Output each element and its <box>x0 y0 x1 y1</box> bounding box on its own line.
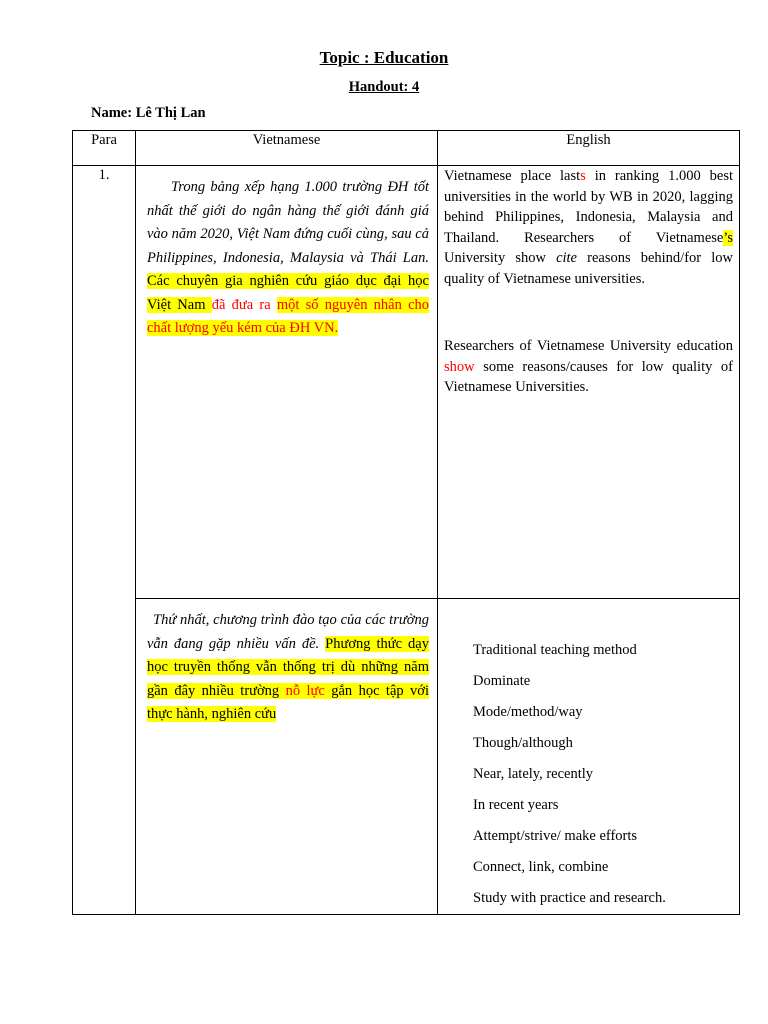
english-cell <box>438 166 740 599</box>
column-header-vietnamese: Vietnamese <box>136 131 438 166</box>
highlighted-text: Các chuyên gia nghiên cứu giáo dục đại học Việt Nam <box>147 273 429 313</box>
vietnamese-paragraph: Thứ nhất, chương trình đào tạo của các trường vẫn đang gặp nhiều vấn đề. Phương thức dạy học truyền thống vẫn thống trị dù những năm gần đây nhiều trường nỗ lực gắn học tập với thực hành, nghiên cứu <box>147 612 429 722</box>
table-header-row <box>73 131 740 166</box>
vietnamese-paragraph: Trong bảng xếp hạng 1.000 trường ĐH tốt nhất thế giới do ngân hàng thế giới đánh giá vào năm 2020, Việt Nam đứng cuối cùng, sau cả Philippines, Indonesia, Malaysia và Thái Lan. Các chuyên gia nghiên cứu giáo dục đại học Việt Nam đã đưa ra một số nguyên nhân cho chất lượng yếu kém của ĐH VN. <box>147 179 430 336</box>
list-item: Near, lately, recently <box>473 766 594 782</box>
red-highlighted-text: nỗ lực <box>285 682 325 699</box>
list-item: Dominate <box>473 673 531 689</box>
student-name-line <box>91 105 206 122</box>
list-item: Attempt/strive/ make efforts <box>473 828 638 844</box>
red-highlighted-text: một số nguyên nhân cho chất lượng yếu kém của ĐH VN. <box>147 296 430 336</box>
handout-label: Handout: 4 <box>348 79 420 95</box>
translation-table <box>72 130 740 915</box>
list-item: Traditional teaching method <box>473 642 637 658</box>
list-item: Connect, link, combine <box>473 859 609 875</box>
vietnamese-cell <box>136 166 438 599</box>
para-number: 1. <box>73 166 136 915</box>
name-value: Lê Thị Lan <box>135 105 206 121</box>
list-item: Study with practice and research. <box>473 890 666 906</box>
topic-title: Topic : Education <box>319 48 449 67</box>
vocabulary-list <box>438 599 739 914</box>
list-item: Mode/method/way <box>473 704 583 720</box>
highlighted-text: Phương thức dạy học truyền thống vẫn thống trị dù những năm gần đây nhiều trường <box>147 635 429 699</box>
red-text: đã đưa ra <box>211 296 277 313</box>
list-item: Though/although <box>473 735 573 751</box>
name-label: Name: <box>91 105 136 121</box>
column-header-english: English <box>438 131 740 166</box>
table-row <box>73 166 740 599</box>
table-row <box>73 599 740 915</box>
column-header-para: Para <box>73 131 136 166</box>
list-item: In recent years <box>473 797 559 813</box>
english-paragraph-2: Researchers of Vietnamese University education show some reasons/causes for low quality of Vietnamese Universities. <box>444 338 733 395</box>
english-cell <box>438 599 740 915</box>
english-paragraph-1: Vietnamese place lasts in ranking 1.000 best universities in the world by WB in 2020, lagging behind Philippines, Indonesia, Malaysia and Thailand. Researchers of Vietnamese’s University show cite reasons behind/for low quality of Vietnamese universities. <box>444 168 733 287</box>
vietnamese-cell <box>136 599 438 915</box>
highlighted-text: gắn học tập với thực hành, nghiên cứu <box>147 682 429 722</box>
